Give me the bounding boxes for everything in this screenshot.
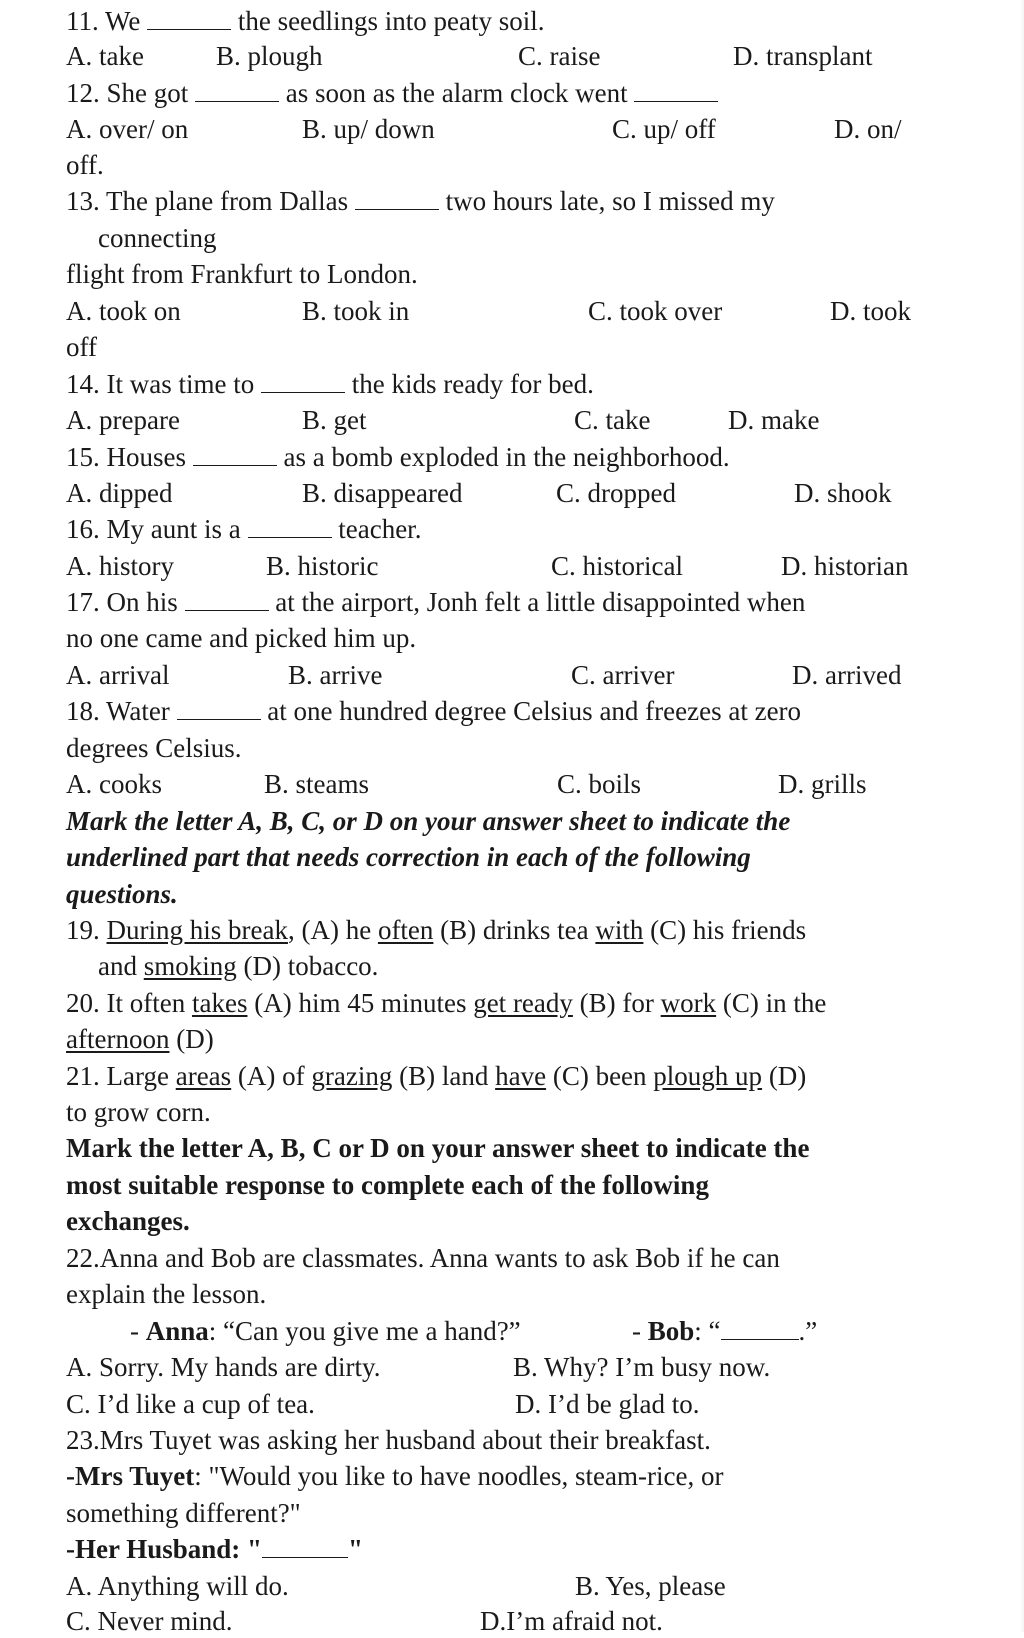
q17-stem: 17. On his at the airport, Jonh felt a little disappointed when — [66, 587, 806, 617]
q13-option-c: C. took over — [588, 296, 723, 326]
q13-stem-line3: flight from Frankfurt to London. — [66, 259, 418, 289]
q21-underline-b: grazing — [311, 1061, 393, 1091]
q22-bob-line: - Bob: “ .” — [632, 1316, 818, 1346]
q14-option-b: B. get — [302, 405, 367, 435]
q18-option-a: A. cooks — [66, 769, 162, 799]
q21-underline-c: have — [495, 1061, 547, 1091]
q21-sentence: 21. Large areas (A) of grazing (B) land have (C) been plough up (D) — [66, 1061, 807, 1091]
q23-context: 23.Mrs Tuyet was asking her husband about their breakfast. — [66, 1425, 711, 1455]
q13-stem-line2: connecting — [98, 223, 217, 253]
q18-stem-line2: degrees Celsius. — [66, 733, 242, 763]
q15-option-d: D. shook — [794, 478, 892, 508]
answer-blank — [721, 1321, 799, 1340]
q12-option-d: D. on/ — [834, 114, 902, 144]
q23-option-b: B. Yes, please — [575, 1571, 726, 1601]
q12-option-a: A. over/ on — [66, 114, 189, 144]
q22-context-line2: explain the lesson. — [66, 1279, 267, 1309]
q18-option-c: C. boils — [557, 769, 642, 799]
q16-option-d: D. historian — [781, 551, 909, 581]
q23-mrs-tuyet-line: -Mrs Tuyet: "Would you like to have noodles, steam-rice, or — [66, 1461, 724, 1491]
q22-option-d: D. I’d be glad to. — [515, 1389, 700, 1419]
q12-option-c: C. up/ off — [612, 114, 716, 144]
answer-blank — [185, 592, 269, 611]
answer-blank — [177, 701, 261, 720]
q21-underline-d: plough up — [653, 1061, 763, 1091]
q23-option-a: A. Anything will do. — [66, 1571, 289, 1601]
q15-stem: 15. Houses as a bomb exploded in the neighborhood. — [66, 442, 730, 472]
q22-option-a: A. Sorry. My hands are dirty. — [66, 1352, 381, 1382]
q18-option-d: D. grills — [778, 769, 867, 799]
speaker-anna: Anna — [145, 1316, 209, 1346]
answer-blank — [193, 447, 277, 466]
q17-option-b: B. arrive — [288, 660, 383, 690]
q20-underline-a: takes — [191, 988, 248, 1018]
q12-stem: 12. She got as soon as the alarm clock went — [66, 76, 718, 110]
instruction-error-identification: Mark the letter A, B, C, or D on your answer sheet to indicate the — [66, 806, 791, 836]
q11-option-b: B. plough — [216, 41, 323, 71]
q23-option-d: D.I’m afraid not. — [480, 1606, 663, 1636]
q13-option-a: A. took on — [66, 296, 181, 326]
q17-stem-line2: no one came and picked him up. — [66, 623, 417, 653]
q11-option-a: A. take — [66, 41, 144, 71]
q19-underline-c: with — [595, 915, 644, 945]
q15-option-b: B. disappeared — [302, 478, 463, 508]
q16-option-b: B. historic — [266, 551, 379, 581]
q13-stem: 13. The plane from Dallas two hours late, so I missed my — [66, 186, 775, 216]
q18-option-b: B. steams — [264, 769, 369, 799]
page-edge — [1020, 0, 1024, 1632]
q13-option-b: B. took in — [302, 296, 410, 326]
q20-underline-b: get ready — [473, 988, 573, 1018]
instruction-exchanges-line3: exchanges. — [66, 1206, 190, 1236]
q17-option-d: D. arrived — [792, 660, 902, 690]
instruction-error-identification-line2: underlined part that needs correction in each of the following — [66, 842, 751, 872]
q16-stem: 16. My aunt is a teacher. — [66, 514, 422, 544]
q16-option-a: A. history — [66, 551, 174, 581]
q11-option-c: C. raise — [518, 41, 601, 71]
q14-option-a: A. prepare — [66, 405, 180, 435]
q20-underline-c: work — [660, 988, 717, 1018]
q23-mrs-tuyet-line2: something different?" — [66, 1498, 301, 1528]
q15-option-c: C. dropped — [556, 478, 676, 508]
answer-blank — [147, 11, 231, 30]
q22-option-c: C. I’d like a cup of tea. — [66, 1389, 315, 1419]
q20-sentence: 20. It often takes (A) him 45 minutes get ready (B) for work (C) in the — [66, 988, 827, 1018]
q22-anna-line: - Anna: “Can you give me a hand?” — [130, 1316, 521, 1346]
q11-option-d: D. transplant — [733, 41, 873, 71]
q21-underline-a: areas — [175, 1061, 232, 1091]
q14-stem: 14. It was time to the kids ready for bed. — [66, 369, 594, 399]
q17-option-a: A. arrival — [66, 660, 170, 690]
answer-blank — [248, 519, 332, 538]
q19-underline-d: smoking — [143, 951, 237, 981]
q12-option-d-wrap: off. — [66, 150, 104, 180]
q17-option-c: C. arriver — [571, 660, 675, 690]
q16-option-c: C. historical — [551, 551, 683, 581]
speaker-bob: Bob — [647, 1316, 695, 1346]
instruction-error-identification-line3: questions. — [66, 879, 178, 909]
q15-option-a: A. dipped — [66, 478, 173, 508]
q19-underline-a: During his break — [106, 915, 288, 945]
q19-sentence: 19. During his break, (A) he often (B) drinks tea with (C) his friends — [66, 915, 807, 945]
q23-option-c: C. Never mind. — [66, 1606, 233, 1636]
q23-husband-line: -Her Husband: " " — [66, 1534, 364, 1564]
speaker-husband: -Her Husband: " — [66, 1534, 263, 1564]
q20-sentence-line2: afternoon (D) — [66, 1024, 214, 1054]
q11-stem: 11. We the seedlings into peaty soil. — [66, 6, 545, 36]
answer-blank — [355, 191, 439, 210]
answer-blank — [195, 83, 279, 102]
q21-sentence-line2: to grow corn. — [66, 1097, 211, 1127]
answer-blank — [262, 1539, 348, 1558]
q22-context: 22.Anna and Bob are classmates. Anna wants to ask Bob if he can — [66, 1243, 780, 1273]
answer-blank — [634, 83, 718, 102]
q19-underline-b: often — [377, 915, 434, 945]
q22-option-b: B. Why? I’m busy now. — [513, 1352, 771, 1382]
speaker-mrs-tuyet: -Mrs Tuyet — [66, 1461, 195, 1491]
instruction-exchanges-line2: most suitable response to complete each of the following — [66, 1170, 709, 1200]
q13-option-d: D. took — [830, 296, 911, 326]
q20-underline-d: afternoon — [66, 1024, 170, 1054]
instruction-exchanges: Mark the letter A, B, C or D on your answer sheet to indicate the — [66, 1133, 810, 1163]
q14-option-d: D. make — [728, 405, 820, 435]
q19-sentence-line2: and smoking (D) tobacco. — [98, 951, 379, 981]
q12-option-b: B. up/ down — [302, 114, 435, 144]
q14-option-c: C. take — [574, 405, 651, 435]
answer-blank — [261, 374, 345, 393]
q18-stem: 18. Water at one hundred degree Celsius and freezes at zero — [66, 696, 802, 726]
q13-option-d-wrap: off — [66, 332, 97, 362]
